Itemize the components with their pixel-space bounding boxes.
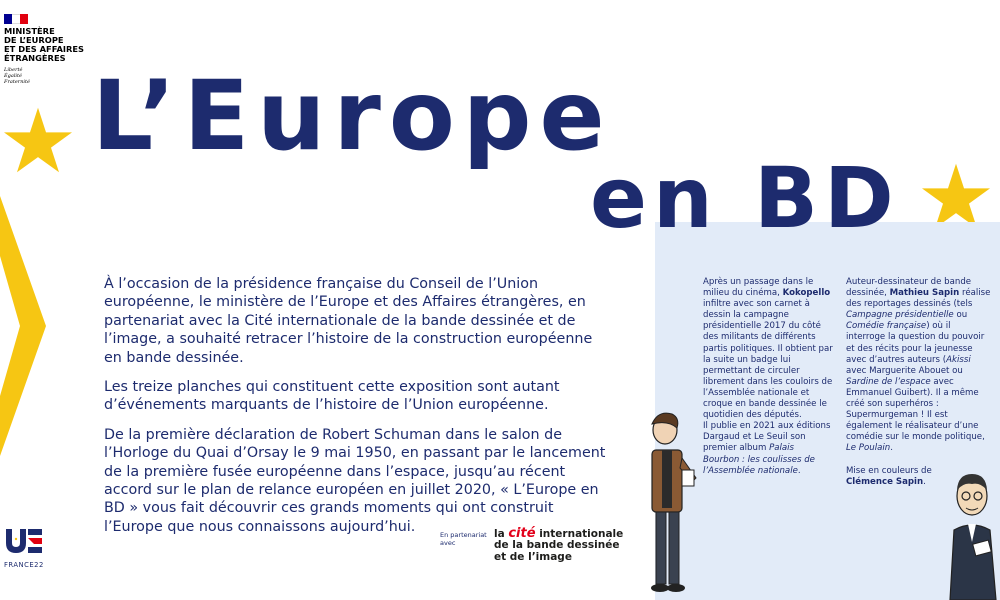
- bio-sapin: Auteur-dessinateur de bande dessinée, Mathieu Sapin réalise des reportages dessinés (tels Campagne présidentielle ou Comédie française) où il interroge la question du pouvoir et des récits pour la jeunesse avec d’autres auteurs (Akissi avec Marguerite Abouet ou Sardine de l’espace avec Emmanuel Guibert). Il a même créé son superhéros : Supermurgeman ! Il est également le réalisateur d’une comédie sur le monde politique, Le Poulain. Mise en couleurs de Clémence Sapin.: [846, 277, 991, 487]
- album-title: Palais Bourbon : les coulisses de l’Assemblée nationale: [703, 443, 815, 476]
- kokopello-character-illustration: [638, 408, 708, 600]
- presidency-caption: FRANCE22: [4, 561, 44, 569]
- intro-text: [104, 275, 609, 547]
- ministry-name: MINISTÈRE DE L’EUROPE ET DES AFFAIRES ÉTRANGÈRES: [4, 26, 84, 63]
- intro-paragraph-1: À l’occasion de la présidence française du Conseil de l’Union européenne, le ministère de l’Europe et des Affaires étrangères, en partenariat avec la Cité internationale de la bande dessinée et de l’image, a souhaité retracer l’histoire de la construction européenne en bande dessinée.: [104, 276, 593, 366]
- author-name-kokopello: Kokopello: [782, 288, 831, 299]
- author-name-sapin: Mathieu Sapin: [889, 288, 960, 299]
- title-line-1: L’Europe: [92, 60, 613, 172]
- partner-label: En partenariat avec: [440, 531, 487, 547]
- bio-kokopello: Après un passage dans le milieu du cinéma, Kokopello infiltre avec son carnet à dessin la campagne présidentielle 2017 du côté des militants de différents partis politiques. Il obtient par la suite un badge lui permettant de circuler librement dans les couloirs de l’Assemblée nationale et croque en bande dessinée le quotidien des députés. Il publie en 2021 aux éditions Dargaud et Le Seuil son premier album Palais Bourbon : les coulisses de l’Assemblée nationale.: [703, 277, 833, 476]
- colorist-credit: Mise en couleurs de Clémence Sapin.: [846, 465, 932, 487]
- title-line-2: en BD: [590, 149, 900, 247]
- french-presidency-logo: [4, 527, 48, 569]
- ue-presidency-icon: [4, 527, 44, 555]
- yellow-star-icon: [4, 107, 72, 173]
- cite-bd-logo: la cité internationale de la bande dessinée et de l’image: [494, 526, 624, 563]
- yellow-chevron-shape: [0, 196, 46, 456]
- intro-paragraph-2: Les treize planches qui constituent cette exposition sont autant d’événements marquants de l’histoire de l’Union européenne.: [104, 379, 560, 414]
- republic-motto: Liberté Égalité Fraternité: [4, 67, 30, 85]
- sapin-character-illustration: [944, 468, 1000, 600]
- intro-paragraph-3: De la première déclaration de Robert Schuman dans le salon de l’Horloge du Quai d’Orsay le 9 mai 1950, en passant par le lancement de la première fusée européenne dans l’espace, jusqu’au récent accord sur le plan de relance européen en juillet 2020, « L’Europe en BD » vous fait découvrir ces grands moments qui ont construit l’Europe que nous connaissons aujourd’hui.: [104, 426, 606, 535]
- yellow-star-icon: [922, 163, 990, 229]
- french-flag-icon: [4, 14, 28, 24]
